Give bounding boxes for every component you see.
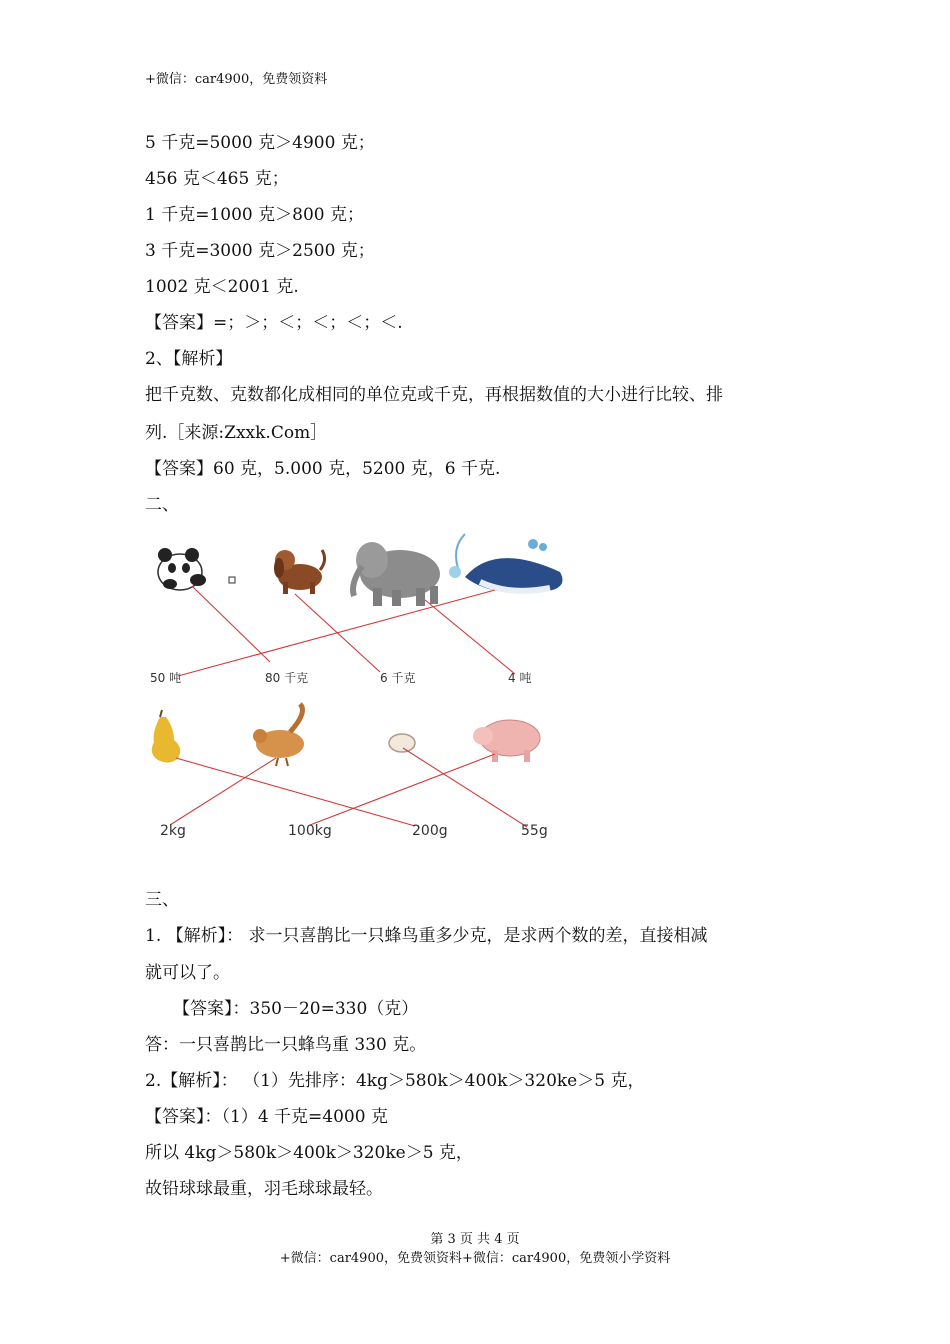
section-san-heading: 三、 — [145, 890, 179, 910]
page-header: +微信：car4900，免费领资料 — [145, 72, 328, 87]
q2-order: 所以 4kg＞580k＞400k＞320ke＞5 克， — [145, 1143, 473, 1163]
page-number: 第 3 页 共 4 页 — [430, 1232, 520, 1247]
q1-analysis-line-1: 1. 【解析】： 求一只喜鹊比一只蜂鸟重多少克，是求两个数的差，直接相减 — [145, 926, 708, 946]
text-line-1: 5 千克=5000 克＞4900 克； — [145, 133, 375, 153]
elephant-icon — [353, 542, 440, 606]
text-line-5: 1002 克＜2001 克. — [145, 277, 299, 297]
matching-figure — [140, 522, 570, 852]
q2-analysis: 2.【解析】： （1）先排序：4kg＞580k＞400k＞320ke＞5 克， — [145, 1071, 645, 1091]
egg-icon — [389, 734, 415, 752]
analysis-line-2: 列.［来源:Zxxk.Com］ — [145, 423, 328, 443]
analysis-line-1: 把千克数、克数都化成相同的单位克或千克，再根据数值的大小进行比较、排 — [145, 385, 723, 405]
hen-icon — [253, 704, 304, 766]
label-6kg: 6 千克 — [380, 671, 416, 685]
whale-icon — [449, 534, 563, 593]
label-55g: 55g — [521, 823, 548, 839]
label-2kg: 2kg — [160, 823, 186, 839]
dog-icon — [274, 550, 325, 594]
panda-icon — [158, 548, 206, 590]
q2-answer: 【答案】：（1）4 千克=4000 克 — [145, 1107, 388, 1127]
text-line-2: 456 克＜465 克； — [145, 169, 289, 189]
section-2-heading: 2、【解析】 — [145, 349, 233, 369]
q1-answer: 【答案】：350－20=330（克） — [173, 999, 419, 1019]
q1-analysis-line-2: 就可以了。 — [145, 963, 230, 983]
label-4t: 4 吨 — [508, 671, 532, 685]
section-er-heading: 二、 — [145, 495, 179, 515]
pear-icon — [152, 710, 181, 763]
text-line-3: 1 千克=1000 克＞800 克； — [145, 205, 364, 225]
q2-conclusion: 故铅球球最重，羽毛球球最轻。 — [145, 1179, 383, 1199]
answer-line-1: 【答案】=；＞；＜；＜；＜；＜. — [145, 313, 403, 333]
q1-conclusion: 答：一只喜鹊比一只蜂鸟重 330 克。 — [145, 1035, 427, 1055]
text-line-4: 3 千克=3000 克＞2500 克； — [145, 241, 375, 261]
page-footer: +微信：car4900，免费领资料+微信：car4900，免费领小学资料 — [279, 1251, 671, 1266]
label-80kg: 80 千克 — [265, 671, 309, 685]
pig-icon — [473, 720, 540, 762]
label-200g: 200g — [412, 823, 448, 839]
answer-line-2: 【答案】60 克，5.000 克，5200 克，6 千克. — [145, 459, 501, 479]
label-50t: 50 吨 — [150, 671, 182, 685]
label-100kg: 100kg — [288, 823, 332, 839]
